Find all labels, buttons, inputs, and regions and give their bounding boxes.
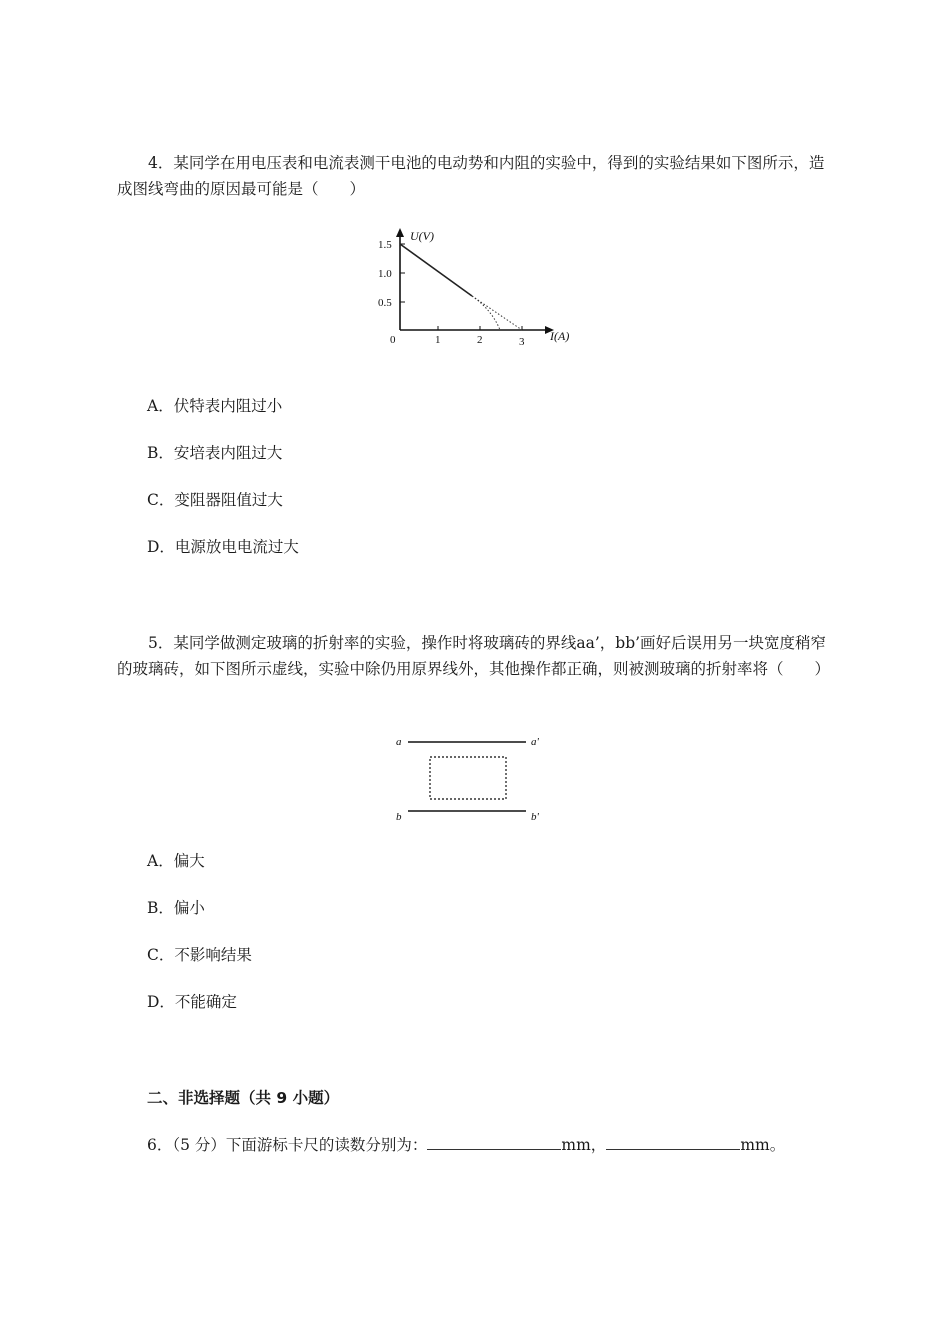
section-heading: 二、非选择题（共 9 小题）	[147, 1089, 340, 1107]
unit-label: mm，	[561, 1136, 607, 1154]
q5-option-d: D．不能确定	[147, 993, 237, 1011]
y-tick-label: 1.0	[378, 268, 392, 280]
question-4-text: 4．某同学在用电压表和电流表测干电池的电动势和内阻的实验中，得到的实验结果如下图所示，造成图线弯曲的原因最可能是（ ）	[117, 154, 825, 198]
extrapolated-line	[472, 296, 522, 330]
x-tick-label: 2	[477, 334, 483, 346]
measured-line	[400, 244, 472, 296]
label-b-prime: b'	[531, 811, 539, 823]
q4-option-c: C．变阻器阻值过大	[147, 491, 283, 509]
ui-graph-figure	[376, 224, 576, 352]
x-axis-label: I(A)	[550, 329, 570, 343]
curved-line	[472, 296, 500, 330]
label-a-prime: a'	[531, 736, 539, 748]
q4-option-d: D．电源放电电流过大	[147, 538, 299, 556]
question-5-text: 5．某同学做测定玻璃的折射率的实验，操作时将玻璃砖的界线aa’，bb’画好后误用另一块宽度稍窄的玻璃砖，如下图所示虚线，实验中除仍用原界线外，其他操作都正确，则被测玻璃的折射率将（ ）	[117, 634, 831, 678]
answer-blank-1[interactable]	[427, 1135, 561, 1150]
glass-brick-figure	[392, 730, 552, 830]
unit-label: mm。	[740, 1136, 786, 1154]
question-6	[147, 1134, 785, 1156]
q5-option-a: A．偏大	[147, 852, 205, 870]
q4-option-a: A．伏特表内阻过小	[147, 397, 283, 415]
x-tick-label: 1	[435, 334, 441, 346]
question-6-text: 6．（5 分）下面游标卡尺的读数分别为：	[147, 1136, 428, 1154]
y-tick-label: 0.5	[378, 297, 392, 309]
x-tick-label: 3	[519, 336, 525, 348]
q5-option-b: B．偏小	[147, 899, 205, 917]
y-axis-label: U(V)	[410, 229, 434, 243]
y-axis-arrow	[396, 228, 404, 237]
q4-option-b: B．安培表内阻过大	[147, 444, 283, 462]
origin-label: 0	[390, 334, 396, 346]
answer-blank-2[interactable]	[606, 1135, 740, 1150]
glass-brick-outline	[430, 757, 506, 799]
q5-option-c: C．不影响结果	[147, 946, 252, 964]
label-a: a	[396, 736, 402, 748]
label-b: b	[396, 811, 402, 823]
y-tick-label: 1.5	[378, 239, 392, 251]
